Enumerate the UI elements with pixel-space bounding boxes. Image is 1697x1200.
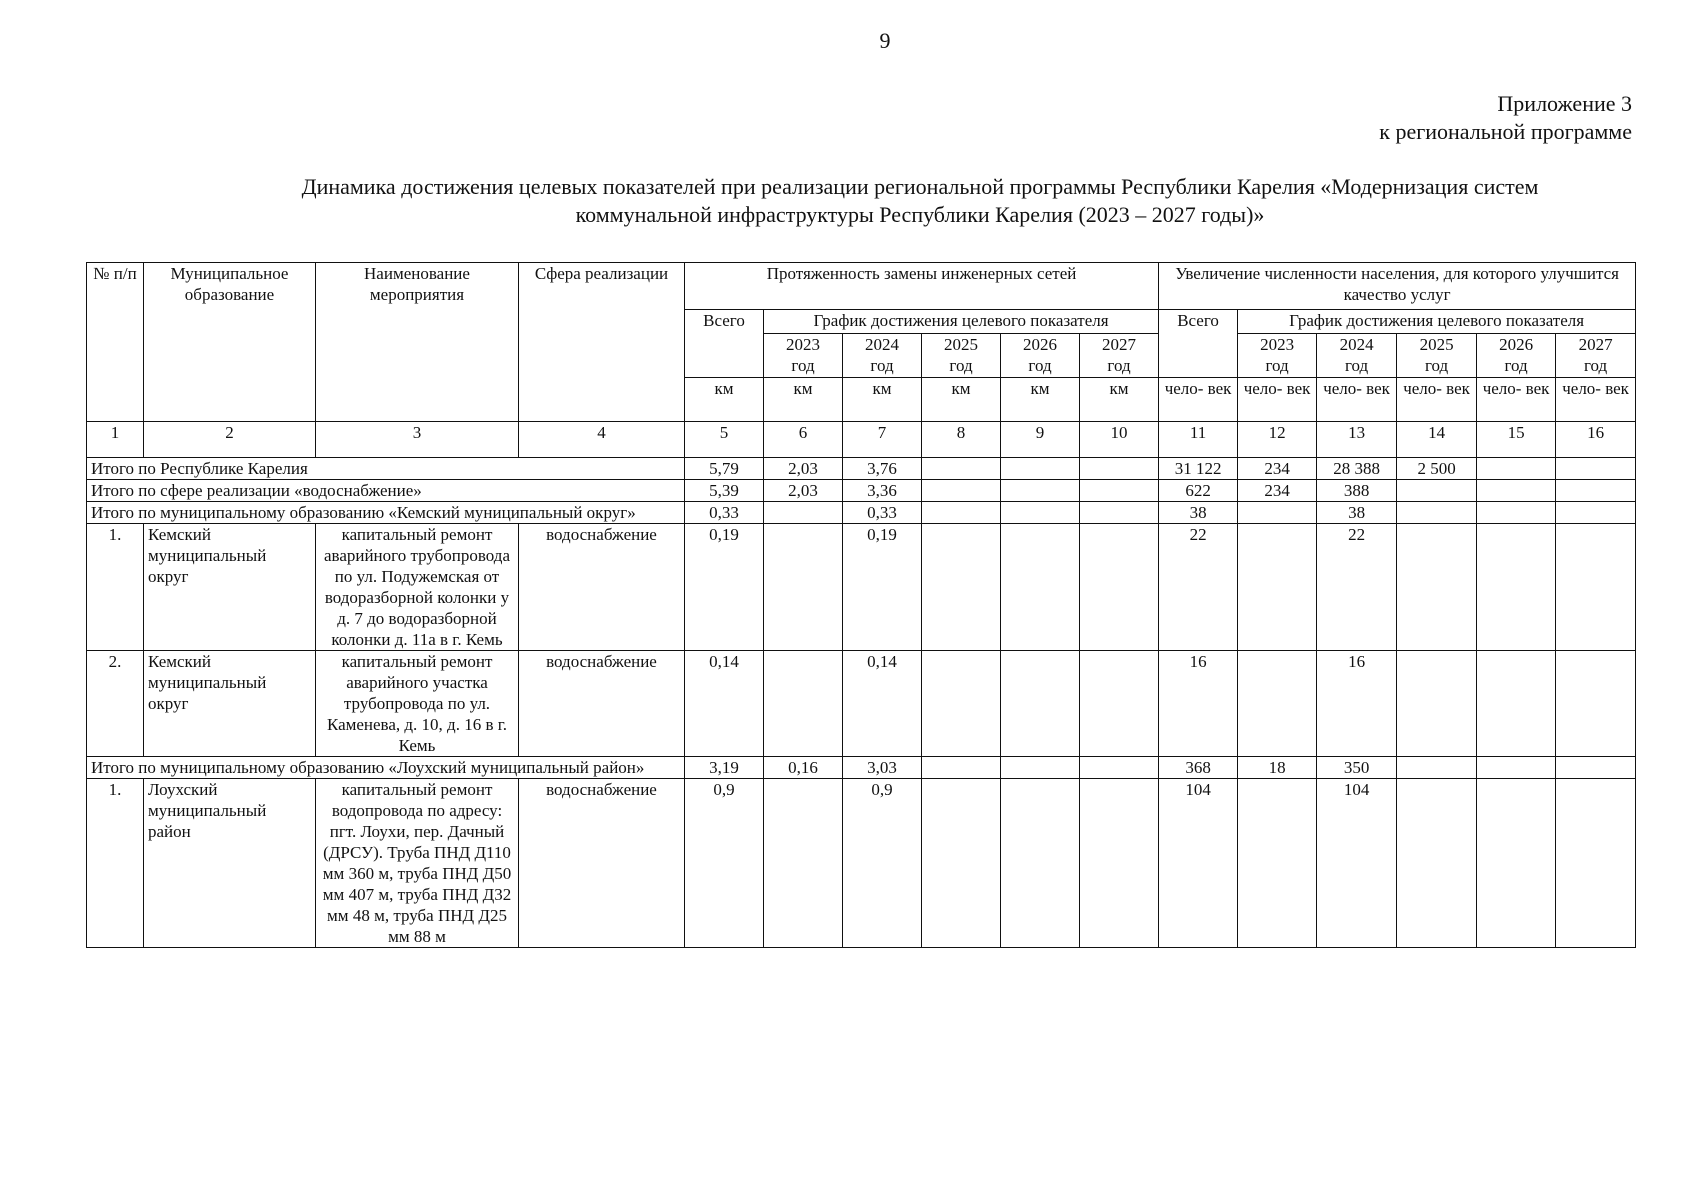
unit-km: км <box>922 378 1001 422</box>
measure-cell: капитальный ремонт аварийного участка трубопровода по ул. Каменева, д. 10, д. 16 в г. Кемь <box>316 651 519 757</box>
column-number: 1 <box>87 422 144 458</box>
table-row <box>87 651 1636 757</box>
header-year-cell: 2026 год <box>1477 334 1556 378</box>
value-cell: 38 <box>1159 502 1238 524</box>
unit-people: чело- век <box>1238 378 1317 422</box>
value-cell <box>1080 779 1159 948</box>
value-cell <box>1080 502 1159 524</box>
value-cell <box>1477 524 1556 651</box>
page-number: 9 <box>879 28 891 53</box>
total-row <box>87 757 1636 779</box>
value-cell <box>922 480 1001 502</box>
value-cell: 3,03 <box>843 757 922 779</box>
municipality-cell: Кемский муниципальный округ <box>144 524 316 651</box>
value-cell <box>1001 651 1080 757</box>
total-row <box>87 458 1636 480</box>
value-cell: 16 <box>1159 651 1238 757</box>
value-cell: 0,9 <box>685 779 764 948</box>
header-year-cell: 2025 год <box>1397 334 1477 378</box>
value-cell <box>764 502 843 524</box>
column-number: 3 <box>316 422 519 458</box>
value-cell <box>1397 779 1477 948</box>
header-year-cell: 2026 год <box>1001 334 1080 378</box>
value-cell <box>1556 502 1636 524</box>
sphere-cell: водоснабжение <box>519 524 685 651</box>
column-number: 7 <box>843 422 922 458</box>
value-cell <box>764 779 843 948</box>
value-cell <box>1001 757 1080 779</box>
unit-people: чело- век <box>1317 378 1397 422</box>
column-number: 8 <box>922 422 1001 458</box>
column-number: 15 <box>1477 422 1556 458</box>
value-cell: 2 500 <box>1397 458 1477 480</box>
row-number: 1. <box>87 524 144 651</box>
value-cell <box>764 524 843 651</box>
header-year-cell: 2025 год <box>922 334 1001 378</box>
header-measure: Наименование мероприятия <box>316 263 519 422</box>
value-cell <box>1238 651 1317 757</box>
value-cell: 368 <box>1159 757 1238 779</box>
unit-people: чело- век <box>1159 378 1238 422</box>
value-cell <box>1477 757 1556 779</box>
unit-km: км <box>1001 378 1080 422</box>
value-cell <box>1477 779 1556 948</box>
value-cell: 350 <box>1317 757 1397 779</box>
value-cell: 18 <box>1238 757 1317 779</box>
table-row <box>87 524 1636 651</box>
unit-km: км <box>843 378 922 422</box>
value-cell: 3,36 <box>843 480 922 502</box>
value-cell <box>1080 524 1159 651</box>
sphere-cell: водоснабжение <box>519 779 685 948</box>
header-length-total: Всего <box>685 310 764 378</box>
document-title-line-2: коммунальной инфраструктуры Республики Карелия (2023 – 2027 годы)» <box>575 202 1265 227</box>
total-row <box>87 480 1636 502</box>
value-cell <box>1080 480 1159 502</box>
total-label: Итого по муниципальному образованию «Кемский муниципальный округ» <box>87 502 685 524</box>
value-cell: 31 122 <box>1159 458 1238 480</box>
value-cell <box>1397 480 1477 502</box>
value-cell <box>1001 524 1080 651</box>
value-cell: 22 <box>1159 524 1238 651</box>
column-number: 16 <box>1556 422 1636 458</box>
value-cell <box>1001 502 1080 524</box>
column-number: 14 <box>1397 422 1477 458</box>
value-cell: 3,76 <box>843 458 922 480</box>
value-cell <box>922 524 1001 651</box>
unit-people: чело- век <box>1397 378 1477 422</box>
value-cell: 0,33 <box>685 502 764 524</box>
appendix-line-1: Приложение 3 <box>1497 91 1632 116</box>
value-cell <box>1477 458 1556 480</box>
value-cell <box>764 651 843 757</box>
header-year-cell: 2023 год <box>1238 334 1317 378</box>
value-cell: 104 <box>1317 779 1397 948</box>
header-population-group: Увеличение численности населения, для которого улучшится качество услуг <box>1159 263 1636 310</box>
value-cell: 0,33 <box>843 502 922 524</box>
value-cell: 22 <box>1317 524 1397 651</box>
header-length-group: Протяженность замены инженерных сетей <box>685 263 1159 310</box>
value-cell <box>1238 502 1317 524</box>
value-cell: 0,9 <box>843 779 922 948</box>
value-cell: 2,03 <box>764 458 843 480</box>
total-label: Итого по муниципальному образованию «Лоухский муниципальный район» <box>87 757 685 779</box>
value-cell: 2,03 <box>764 480 843 502</box>
column-number: 13 <box>1317 422 1397 458</box>
value-cell: 0,19 <box>843 524 922 651</box>
municipality-cell: Лоухский муниципальный район <box>144 779 316 948</box>
value-cell: 234 <box>1238 480 1317 502</box>
column-number-row <box>87 422 1636 458</box>
value-cell: 28 388 <box>1317 458 1397 480</box>
value-cell: 5,79 <box>685 458 764 480</box>
value-cell <box>1001 458 1080 480</box>
header-year-cell: 2027 год <box>1556 334 1636 378</box>
row-number: 1. <box>87 779 144 948</box>
value-cell <box>1001 480 1080 502</box>
value-cell <box>922 502 1001 524</box>
value-cell: 234 <box>1238 458 1317 480</box>
column-number: 5 <box>685 422 764 458</box>
value-cell <box>1080 651 1159 757</box>
value-cell <box>1238 524 1317 651</box>
value-cell <box>1080 757 1159 779</box>
value-cell: 16 <box>1317 651 1397 757</box>
unit-km: км <box>685 378 764 422</box>
header-population-schedule: График достижения целевого показателя <box>1238 310 1636 334</box>
value-cell <box>1477 502 1556 524</box>
value-cell <box>1556 480 1636 502</box>
document-title-line-1: Динамика достижения целевых показателей при реализации региональной программы Республики Карелия «Модернизация систем <box>301 174 1539 199</box>
indicators-table <box>86 262 1636 948</box>
value-cell <box>922 757 1001 779</box>
sphere-cell: водоснабжение <box>519 651 685 757</box>
value-cell <box>1556 779 1636 948</box>
value-cell <box>1238 779 1317 948</box>
value-cell: 5,39 <box>685 480 764 502</box>
municipality-cell: Кемский муниципальный округ <box>144 651 316 757</box>
value-cell <box>922 651 1001 757</box>
unit-people: чело- век <box>1556 378 1636 422</box>
column-number: 10 <box>1080 422 1159 458</box>
header-year-cell: 2024 год <box>1317 334 1397 378</box>
header-municipality: Муниципальное образование <box>144 263 316 422</box>
header-sphere: Сфера реализации <box>519 263 685 422</box>
column-number: 6 <box>764 422 843 458</box>
value-cell <box>1397 502 1477 524</box>
value-cell <box>1556 651 1636 757</box>
appendix-note <box>1379 90 1632 146</box>
header-num: № п/п <box>87 263 144 422</box>
appendix-line-2: к региональной программе <box>1379 119 1632 144</box>
unit-km: км <box>764 378 843 422</box>
row-number: 2. <box>87 651 144 757</box>
value-cell: 0,14 <box>843 651 922 757</box>
total-label: Итого по сфере реализации «водоснабжение» <box>87 480 685 502</box>
value-cell <box>1556 757 1636 779</box>
value-cell <box>1477 480 1556 502</box>
value-cell <box>1080 458 1159 480</box>
unit-km: км <box>1080 378 1159 422</box>
header-year-cell: 2024 год <box>843 334 922 378</box>
value-cell <box>1477 651 1556 757</box>
column-number: 12 <box>1238 422 1317 458</box>
header-year-cell: 2023 год <box>764 334 843 378</box>
column-number: 9 <box>1001 422 1080 458</box>
total-row <box>87 502 1636 524</box>
header-year-cell: 2027 год <box>1080 334 1159 378</box>
value-cell: 104 <box>1159 779 1238 948</box>
column-number: 2 <box>144 422 316 458</box>
value-cell: 622 <box>1159 480 1238 502</box>
value-cell <box>1556 458 1636 480</box>
value-cell <box>922 458 1001 480</box>
total-label: Итого по Республике Карелия <box>87 458 685 480</box>
value-cell: 0,16 <box>764 757 843 779</box>
value-cell: 388 <box>1317 480 1397 502</box>
measure-cell: капитальный ремонт аварийного трубопровода по ул. Подужемская от водоразборной колонки у д. 7 до водоразборной колонки д. 11а в г. Кемь <box>316 524 519 651</box>
value-cell: 38 <box>1317 502 1397 524</box>
header-length-schedule: График достижения целевого показателя <box>764 310 1159 334</box>
value-cell <box>1001 779 1080 948</box>
value-cell <box>1397 651 1477 757</box>
document-title <box>220 173 1620 229</box>
column-number: 4 <box>519 422 685 458</box>
value-cell: 0,19 <box>685 524 764 651</box>
value-cell <box>922 779 1001 948</box>
table-row <box>87 779 1636 948</box>
value-cell <box>1556 524 1636 651</box>
value-cell <box>1397 524 1477 651</box>
column-number: 11 <box>1159 422 1238 458</box>
value-cell: 3,19 <box>685 757 764 779</box>
value-cell: 0,14 <box>685 651 764 757</box>
header-population-total: Всего <box>1159 310 1238 378</box>
measure-cell: капитальный ремонт водопровода по адресу: пгт. Лоухи, пер. Дачный (ДРСУ). Труба ПНД Д110 мм 360 м, труба ПНД Д50 мм 407 м, труба ПНД Д32 мм 48 м, труба ПНД Д25 мм 88 м <box>316 779 519 948</box>
value-cell <box>1397 757 1477 779</box>
unit-people: чело- век <box>1477 378 1556 422</box>
